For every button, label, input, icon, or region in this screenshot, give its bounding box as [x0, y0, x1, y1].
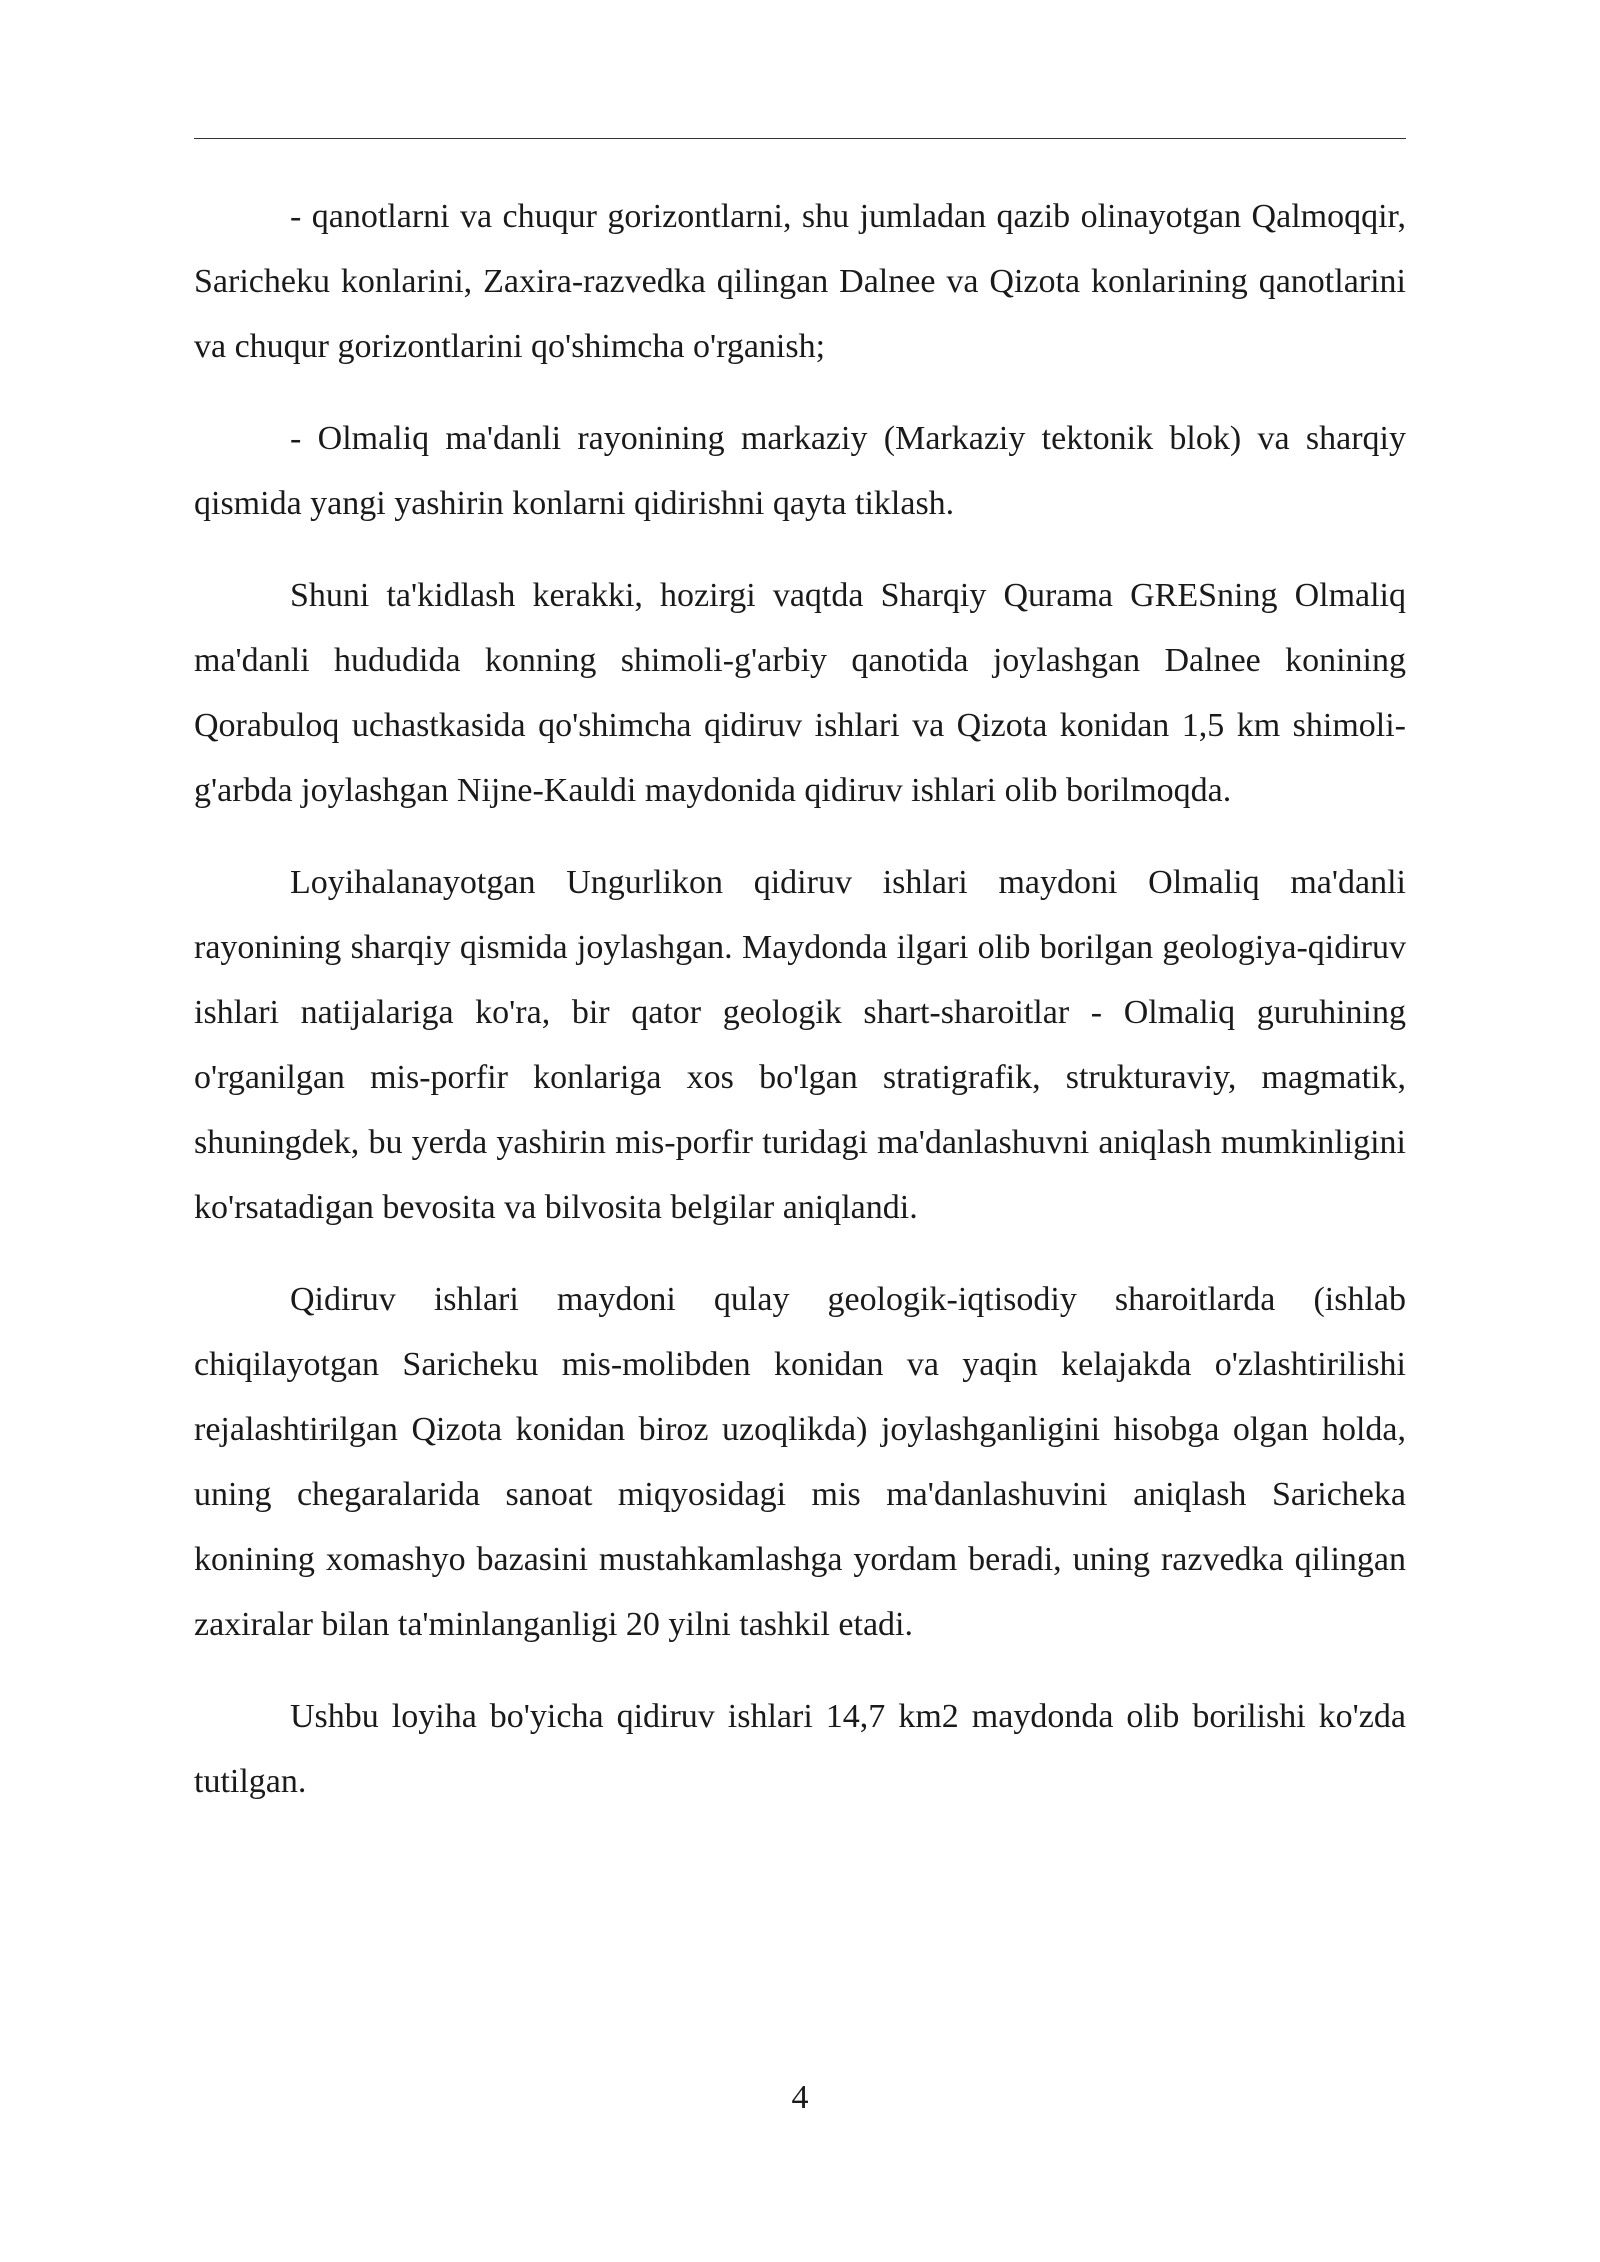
paragraph-current-work: Shuni ta'kidlash kerakki, hozirgi vaqtda Sharqiy Qurama GRESning Olmaliq ma'danli hududida konning shimoli-g'arbiy qanotida joylashgan Dalnee konining Qorabuloq uchastkasida qo'shimcha qidiruv ishlari va Qizota konidan 1,5 km shimoli-g'arbda joylashgan Nijne-Kauldi maydonida qidiruv ishlari olib borilmoqda. [194, 577, 1406, 809]
paragraph-bullet-central-eastern: - Olmaliq ma'danli rayonining markaziy (Markaziy tektonik blok) va sharqiy qismida yangi yashirin konlarni qidirishni qayta tiklash. [194, 420, 1406, 522]
paragraph-ungurlikon-area: Loyihalanayotgan Ungurlikon qidiruv ishlari maydoni Olmaliq ma'danli rayonining sharqiy qismida joylashgan. Maydonda ilgari olib borilgan geologiya-qidiruv ishlari natijalariga ko'ra, bir qator geologik shart-sharoitlar - Olmaliq guruhining o'rganilgan mis-porfir konlariga xos bo'lgan stratigrafik, strukturaviy, magmatik, shuningdek, bu yerda yashirin mis-porfir turidagi ma'danlashuvni aniqlash mumkinligini ko'rsatadigan bevosita va bilvosita belgilar aniqlandi. [194, 864, 1406, 1226]
header-rule [194, 138, 1406, 139]
paragraph-bullet-flanks: - qanotlarni va chuqur gorizontlarni, shu jumladan qazib olinayotgan Qalmoqqir, Saricheku konlarini, Zaxira-razvedka qilingan Dalnee va Qizota konlarining qanotlarini va chuqur gorizontlarini qo'shimcha o'rganish; [194, 198, 1406, 365]
paragraph-economic-conditions: Qidiruv ishlari maydoni qulay geologik-iqtisodiy sharoitlarda (ishlab chiqilayotgan Saricheku mis-molibden konidan va yaqin kelajakda o'zlashtirilishi rejalashtirilgan Qizota konidan biroz uzoqlikda) joylashganligini hisobga olgan holda, uning chegaralarida sanoat miqyosidagi mis ma'danlashuvini aniqlash Saricheka konining xomashyo bazasini mustahkamlashga yordam beradi, uning razvedka qilingan zaxiralar bilan ta'minlanganligi 20 yilni tashkil etadi. [194, 1281, 1406, 1643]
paragraph-project-area: Ushbu loyiha bo'yicha qidiruv ishlari 14,7 km2 maydonda olib borilishi ko'zda tutilgan. [194, 1698, 1406, 1800]
body-text [194, 184, 1406, 1841]
page-number: 4 [791, 2079, 809, 2116]
